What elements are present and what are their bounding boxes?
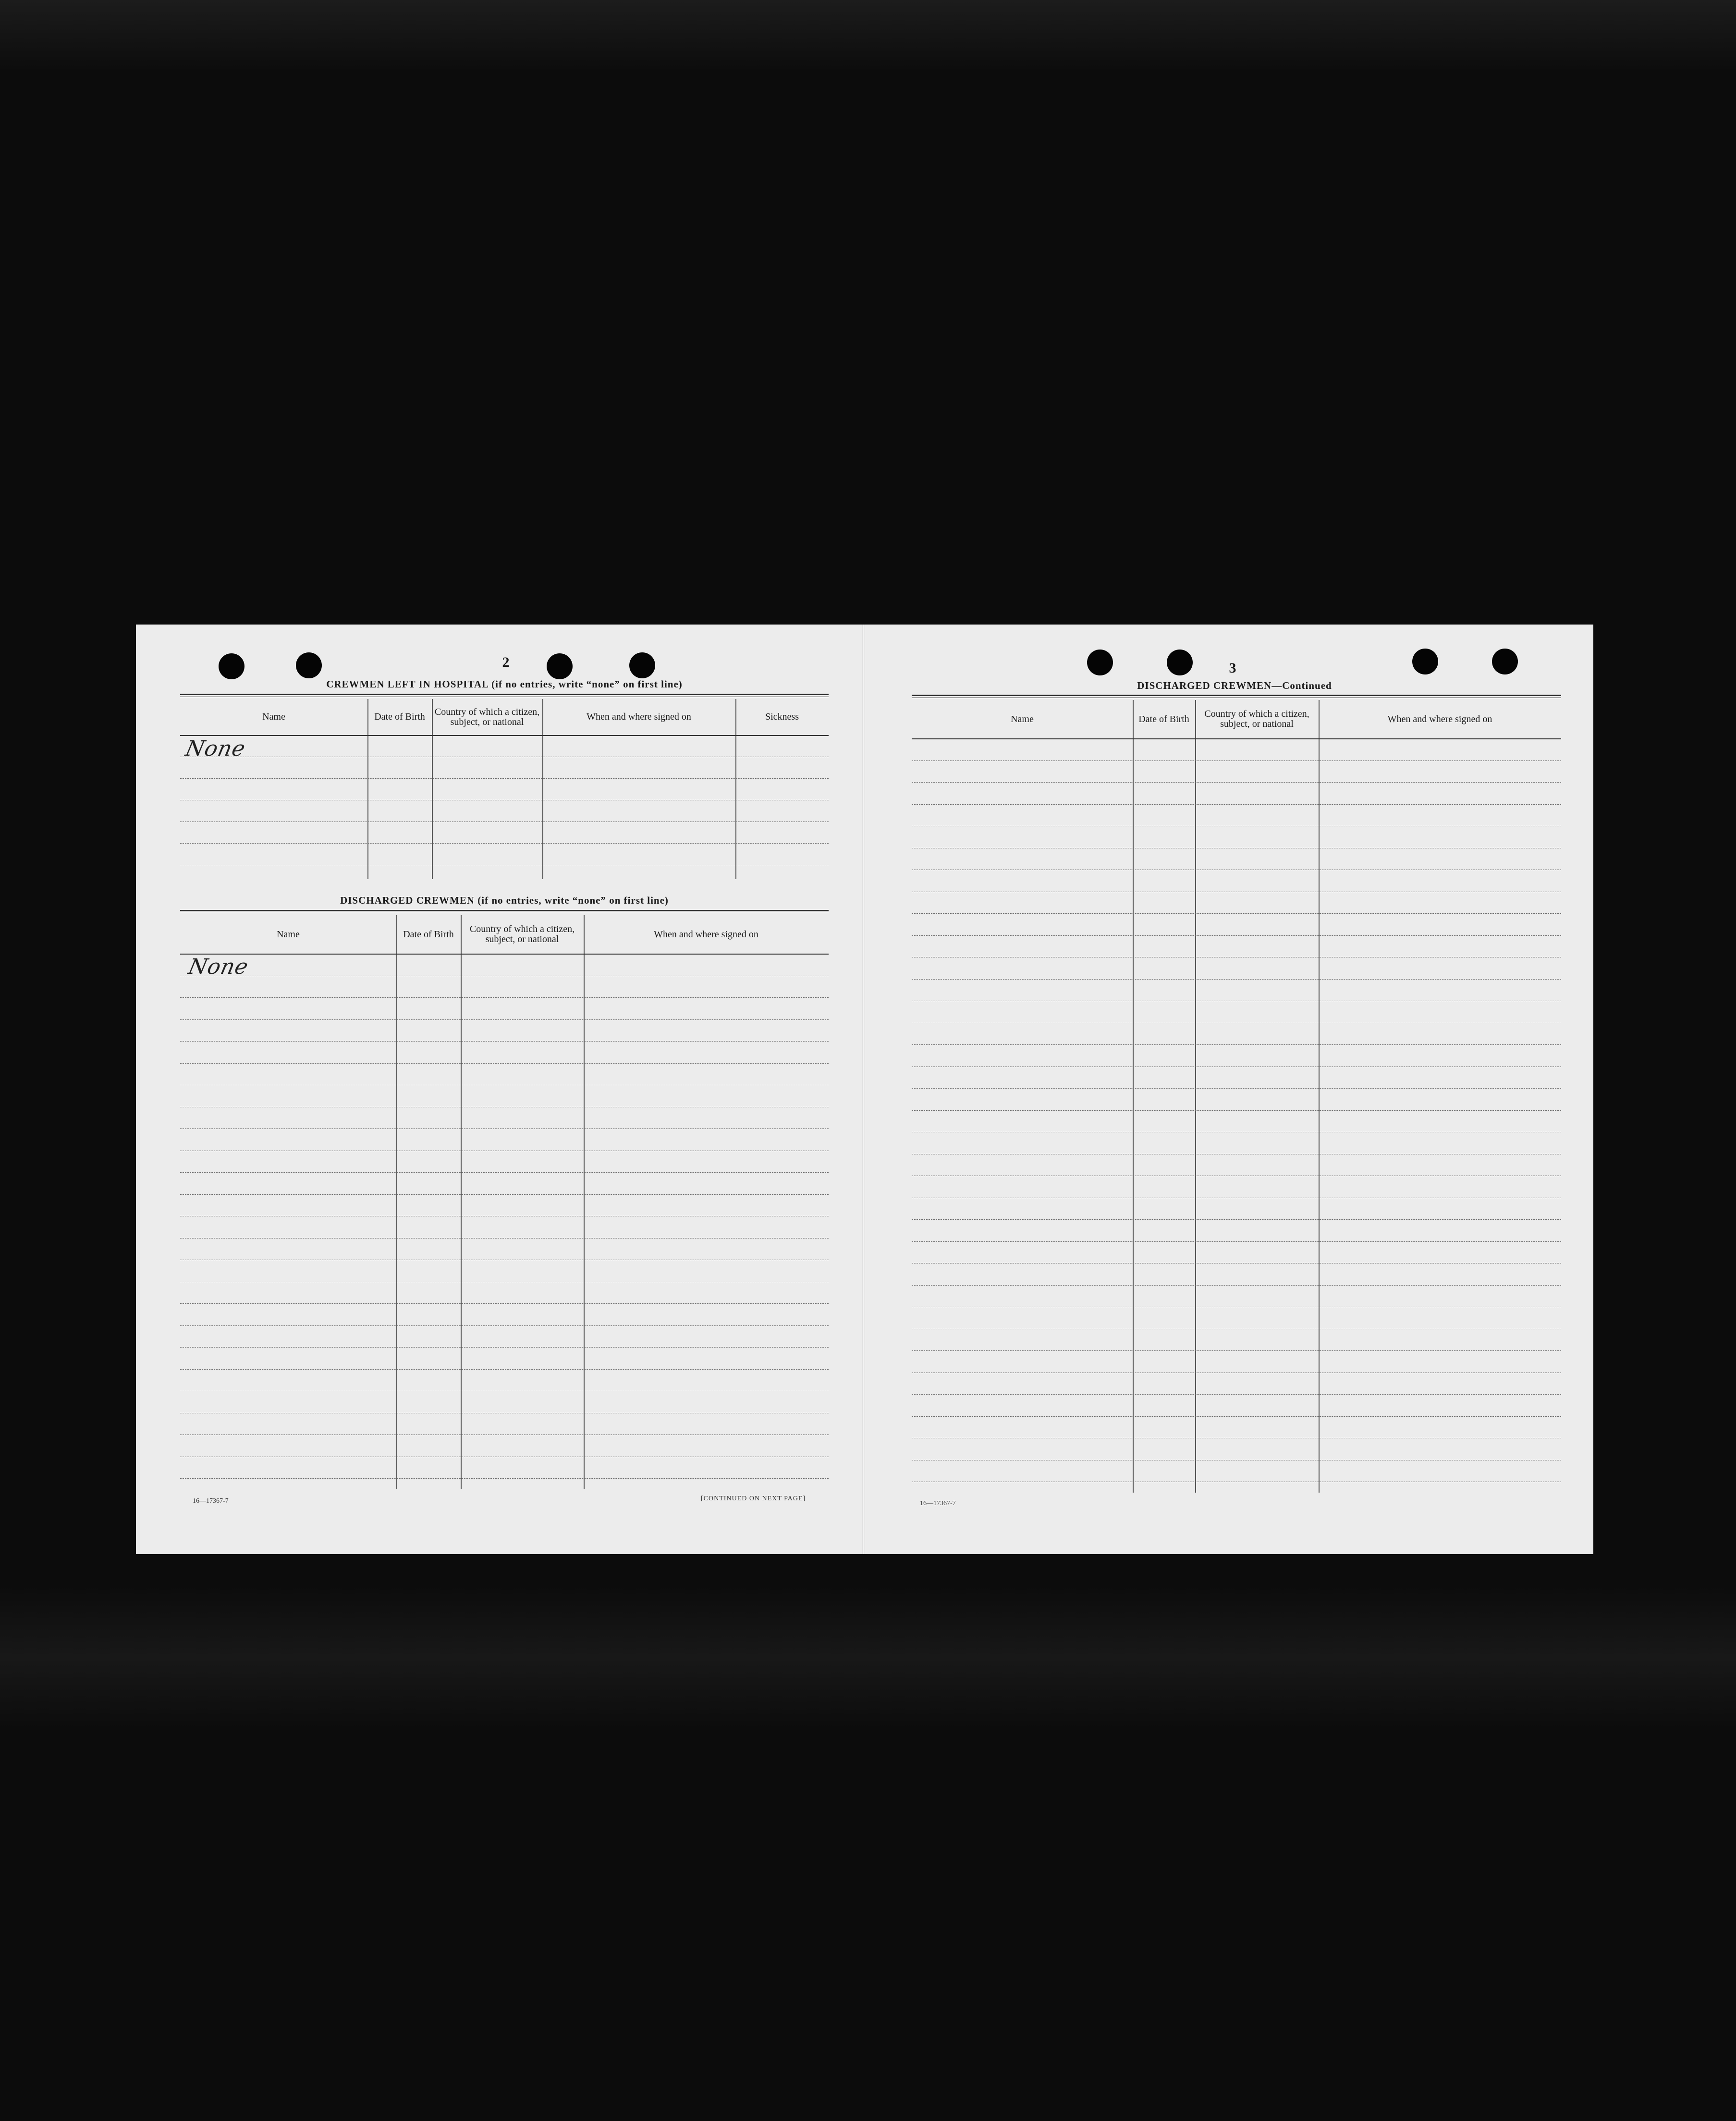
column-divider [1133, 700, 1134, 1493]
row-line [912, 913, 1561, 914]
row-line [912, 1110, 1561, 1111]
column-divider [396, 915, 397, 1489]
row-line [912, 1044, 1561, 1045]
column-divider [432, 699, 433, 879]
header-rule [180, 954, 829, 955]
col-header-sickness: Sickness [765, 711, 799, 722]
row-line [912, 1088, 1561, 1089]
column-divider [584, 915, 585, 1489]
handwritten-none: None [186, 955, 251, 979]
header-rule [180, 735, 829, 736]
row-line [180, 1041, 829, 1042]
row-line [912, 1241, 1561, 1242]
hospital-section-title [180, 678, 829, 690]
discharged-continued-title: DISCHARGED CREWMEN—Continued [1137, 680, 1332, 691]
punch-hole [1087, 650, 1113, 675]
row-line [912, 760, 1561, 761]
film-border-bottom [0, 1585, 1736, 1729]
row-line [180, 1347, 829, 1348]
discharged-table [180, 915, 829, 1489]
row-line [912, 1416, 1561, 1417]
punch-hole [629, 652, 655, 678]
row-line [912, 782, 1561, 783]
discharged-title-main: DISCHARGED CREWMEN [340, 895, 475, 906]
col-header-signed-on: When and where signed on [1387, 713, 1492, 724]
row-line [912, 1285, 1561, 1286]
col-header-dob: Date of Birth [403, 929, 454, 940]
col-header-name: Name [262, 711, 285, 722]
row-line [180, 778, 829, 779]
row-line [180, 1194, 829, 1195]
discharged-title-note: (if no entries, write “none” on first line) [477, 895, 669, 906]
row-line [180, 997, 829, 998]
column-divider [1319, 700, 1320, 1493]
col-header-signed-on: When and where signed on [654, 929, 758, 940]
column-divider [542, 699, 543, 879]
row-line [180, 1019, 829, 1020]
punch-hole [1167, 650, 1193, 675]
col-header-signed-on: When and where signed on [587, 711, 691, 722]
header-rule [912, 738, 1561, 739]
continued-note: [CONTINUED ON NEXT PAGE] [701, 1495, 806, 1502]
row-line [912, 935, 1561, 936]
handwritten-none: None [183, 736, 248, 761]
hospital-title-note: (if no entries, write “none” on first line) [491, 678, 683, 690]
col-header-name: Name [1011, 713, 1034, 724]
column-divider [735, 699, 736, 879]
row-line [912, 804, 1561, 805]
film-border-top [0, 0, 1736, 72]
row-line [912, 1394, 1561, 1395]
form-code-left: 16—17367-7 [193, 1497, 229, 1505]
row-line [180, 1063, 829, 1064]
col-header-dob: Date of Birth [374, 711, 425, 722]
col-header-country: Country of which a citizen, subject, or national [1204, 709, 1309, 729]
column-divider [461, 915, 462, 1489]
punch-hole [1412, 649, 1438, 674]
punch-hole [296, 652, 322, 678]
hospital-table [180, 699, 829, 879]
page-number-right: 3 [1229, 660, 1236, 676]
column-divider [1195, 700, 1196, 1493]
punch-hole [547, 653, 573, 679]
double-rule [180, 910, 829, 913]
row-line [180, 1303, 829, 1304]
row-line [912, 1350, 1561, 1351]
row-line [912, 1219, 1561, 1220]
col-header-dob: Date of Birth [1138, 713, 1189, 724]
row-line [180, 1172, 829, 1173]
row-line [912, 979, 1561, 980]
document-sheet [136, 625, 1593, 1554]
row-line [180, 1128, 829, 1129]
row-line [180, 1478, 829, 1479]
col-header-name: Name [277, 929, 300, 940]
discharged-continued-table [912, 700, 1561, 1493]
row-line [180, 1434, 829, 1435]
row-line [180, 1325, 829, 1326]
page-fold [862, 625, 865, 1554]
row-line [180, 821, 829, 822]
double-rule [912, 695, 1561, 698]
col-header-country: Country of which a citizen, subject, or national [434, 706, 540, 727]
col-header-country: Country of which a citizen, subject, or national [469, 924, 575, 944]
column-divider [367, 699, 368, 879]
double-rule [180, 694, 829, 697]
form-code-right: 16—17367-7 [920, 1500, 956, 1507]
row-line [180, 843, 829, 844]
punch-hole [1492, 649, 1518, 674]
hospital-title-main: CREWMEN LEFT IN HOSPITAL [326, 678, 489, 690]
punch-hole [219, 653, 245, 679]
row-line [180, 1369, 829, 1370]
page-number-left: 2 [502, 654, 510, 670]
discharged-section-title [180, 895, 829, 907]
